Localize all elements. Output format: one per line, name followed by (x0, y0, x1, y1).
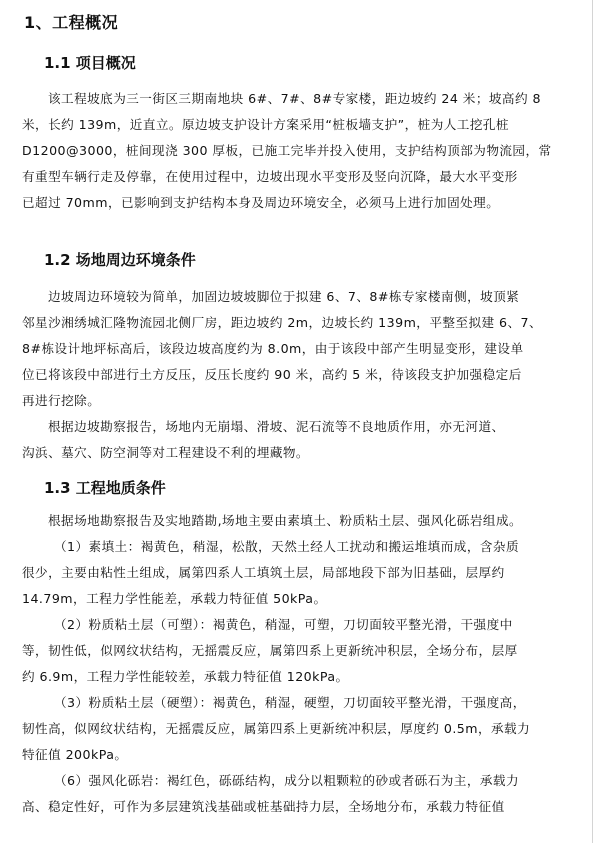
paragraph-layer-weathered-conglomerate (22, 768, 574, 820)
heading-project-overview: 1.1 项目概况 (44, 54, 136, 72)
text-line: （2）粉质粘土层（可塑）：褐黄色，稍湿，可塑，刀切面较平整光滑，干强度中 (54, 617, 513, 632)
paragraph-project-overview (22, 86, 574, 216)
text-line: 米，长约 139m，近直立。原边坡支护设计方案采用“桩板墙支护”，桩为人工挖孔桩 (22, 117, 509, 132)
text-line: 等，韧性低，似网纹状结构，无摇震反应，属第四系上更新统冲积层，全场分布，层厚 (22, 642, 518, 658)
text-line: （1）素填土：褐黄色，稍湿，松散，天然土经人工扰动和搬运堆填而成，含杂质 (54, 539, 519, 554)
text-line: 14.79m，工程力学性能差，承载力特征值 50kPa。 (22, 590, 327, 606)
text-line: D1200@3000，桩间现浇 300 厚板，已施工完毕并投入使用，支护结构顶部为物流园，常 (22, 143, 552, 158)
text-line: 位已将该段中部进行土方反压，反压长度约 90 米，高约 5 米，待该段支护加强稳定后 (22, 367, 522, 382)
heading-engineering-overview: 1、工程概况 (24, 13, 119, 32)
text-line: 很少，主要由粘性土组成，属第四系人工填筑土层，局部地段下部为旧基础，层厚约 (22, 564, 505, 580)
text-line: 根据场地勘察报告及实地踏勘,场地主要由素填土、粉质粘土层、强风化砾岩组成。 (48, 513, 523, 528)
heading-geological-conditions: 1.3 工程地质条件 (44, 479, 166, 497)
text-line: 边坡周边环境较为简单，加固边坡坡脚位于拟建 6、7、8#栋专家楼南侧，坡顶紧 (48, 289, 520, 304)
text-line: 韧性高，似网纹状结构，无摇震反应，属第四系上更新统冲积层，厚度约 0.5m，承载力 (22, 720, 531, 736)
text-line: 邻星沙湘绣城汇隆物流园北侧厂房，距边坡约 2m，边坡长约 139m，平整至拟建 6、7、 (22, 315, 543, 330)
text-line: 有重型车辆行走及停靠，在使用过程中，边坡出现水平变形及竖向沉降，最大水平变形 (22, 169, 518, 184)
heading-site-environment: 1.2 场地周边环境条件 (44, 251, 196, 269)
text-line: 根据边坡勘察报告，场地内无崩塌、滑坡、泥石流等不良地质作用，亦无河道、 (48, 419, 505, 434)
paragraph-geological-hazards (22, 414, 574, 466)
text-line: 高、稳定性好，可作为多层建筑浅基础或桩基础持力层，全场地分布，承载力特征值 (22, 798, 505, 814)
text-line: 约 6.9m，工程力学性能较差，承载力特征值 120kPa。 (22, 668, 349, 684)
text-line: 特征值 200kPa。 (22, 746, 128, 762)
paragraph-layer-silty-clay-hard (22, 690, 574, 768)
text-line: 再进行挖除。 (22, 393, 101, 408)
text-line: （6）强风化砾岩：褐红色，砾砾结构，成分以粗颗粒的砂或者砾石为主，承载力 (54, 773, 519, 788)
paragraph-site-environment (22, 284, 574, 414)
paragraph-geological-intro (22, 508, 574, 534)
paragraph-layer-fill-soil (22, 534, 574, 612)
text-line: 已超过 70mm，已影响到支护结构本身及周边环境安全，必须马上进行加固处理。 (22, 195, 500, 210)
text-line: （3）粉质粘土层（硬塑）：褐黄色，稍湿，硬塑，刀切面较平整光滑，干强度高， (54, 695, 526, 710)
paragraph-layer-silty-clay-plastic (22, 612, 574, 690)
text-line: 沟浜、墓穴、防空洞等对工程建设不利的埋藏物。 (22, 445, 309, 460)
text-line: 8#栋设计地坪标高后，该段边坡高度约为 8.0m，由于该段中部产生明显变形，建设单 (22, 341, 524, 356)
text-line: 该工程坡底为三一街区三期南地块 6#、7#、8#专家楼，距边坡约 24 米；坡高约 8 (48, 91, 541, 106)
